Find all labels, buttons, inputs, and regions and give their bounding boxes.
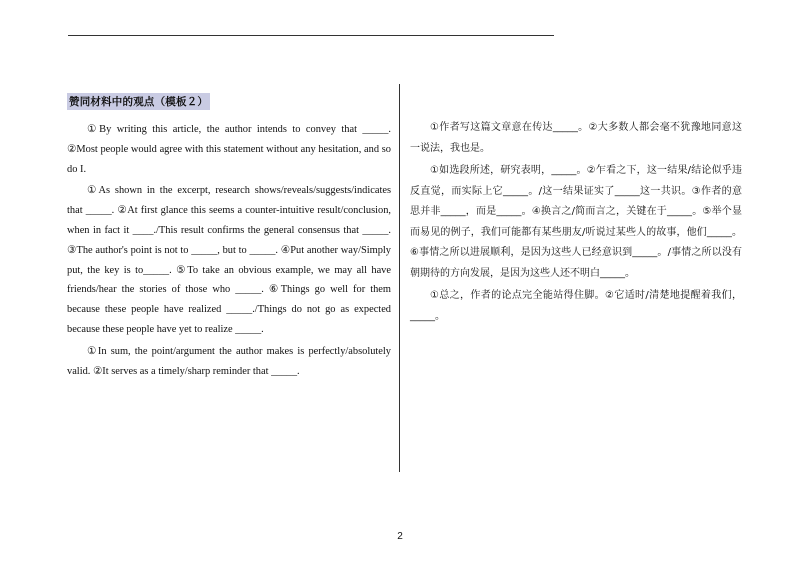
column-divider bbox=[399, 84, 400, 472]
chinese-translation-column bbox=[410, 118, 742, 329]
page-number: 2 bbox=[397, 531, 403, 542]
english-conclusion-paragraph: ①In sum, the point/argument the author makes is perfectly/absolutely valid. ②It serves as a timely/sharp reminder that _____. bbox=[67, 345, 391, 377]
section-heading: 赞同材料中的观点（模板２） bbox=[67, 93, 210, 110]
chinese-intro-paragraph: ①作者写这篇文章意在传达_____。②大多数人都会毫不犹豫地同意这一说法，我也是。 bbox=[410, 122, 742, 154]
english-intro-paragraph: ①By writing this article, the author intends to convey that _____. ②Most people would agree with this statement without any hesitation, and so do I. bbox=[67, 124, 391, 175]
chinese-conclusion-paragraph: ①总之，作者的论点完全能站得住脚。②它适时/清楚地提醒着我们，_____。 bbox=[410, 290, 742, 322]
header-rule bbox=[68, 35, 554, 36]
chinese-body-paragraph: ①如选段所述，研究表明，_____。②乍看之下，这一结果/结论似乎违反直觉，而实际上它_____。/这一结果证实了_____这一共识。③作者的意思并非_____，而是_____。④换言之/简而言之，关键在于_____。⑤举个显而易见的例子，我们可能都有某些朋友/听说过某些人的故事，他们_____。⑥事情之所以进展顺利，是因为这些人已经意识到_____。/事情之所以没有朝期待的方向发展，是因为这些人还不明白_____。 bbox=[410, 165, 742, 279]
english-template-column bbox=[67, 92, 391, 383]
english-body-paragraph: ①As shown in the excerpt, research shows/reveals/suggests/indicates that _____. ②At first glance this seems a counter-intuitive result/conclusion, when in fact it ____./This result confirms the general consensus that _____. ③The author's point is not to _____, but to _____. ④Put another way/Simply put, the key is to_____. ⑤To take an obvious example, we may all have friends/hear the stories of those who _____. ⑥Things go well for them because these people have realized _____./Things do not go as expected because these people have yet to realize _____. bbox=[67, 185, 391, 335]
